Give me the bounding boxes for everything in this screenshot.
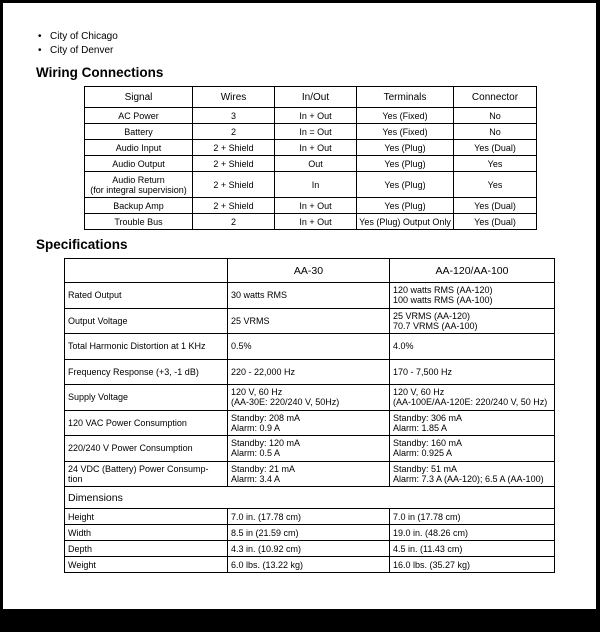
table-cell: 2 + Shield — [193, 198, 275, 214]
column-header: AA-120/AA-100 — [390, 259, 555, 283]
table-cell: 170 - 7,500 Hz — [390, 359, 555, 385]
table-row — [65, 525, 555, 541]
table-cell: 2 — [193, 124, 275, 140]
table-cell: Yes — [454, 172, 537, 198]
table-row — [65, 436, 555, 462]
table-cell: 7.0 in (17.78 cm) — [390, 509, 555, 525]
table-row — [65, 334, 555, 360]
list-item: • City of Chicago — [38, 30, 118, 44]
column-header: Wires — [193, 87, 275, 108]
table-cell: 0.5% — [228, 334, 390, 360]
table-header-row — [65, 259, 555, 283]
table-cell: Depth — [65, 541, 228, 557]
dimensions-label: Dimensions — [65, 487, 555, 509]
specs-table — [64, 258, 555, 573]
table-cell: Audio Output — [85, 156, 193, 172]
column-header: Signal — [85, 87, 193, 108]
table-cell: Yes (Fixed) — [357, 108, 454, 124]
table-cell: 7.0 in. (17.78 cm) — [228, 509, 390, 525]
table-row — [85, 140, 537, 156]
table-cell: 4.3 in. (10.92 cm) — [228, 541, 390, 557]
wiring-heading: Wiring Connections — [36, 65, 164, 80]
table-cell: 220/240 V Power Consumption — [65, 436, 228, 462]
table-row — [85, 198, 537, 214]
wiring-table — [84, 86, 537, 230]
table-cell: Standby: 21 mA Alarm: 3.4 A — [228, 461, 390, 487]
table-cell: Standby: 208 mA Alarm: 0.9 A — [228, 410, 390, 436]
column-header: AA-30 — [228, 259, 390, 283]
table-row — [85, 156, 537, 172]
table-cell: 3 — [193, 108, 275, 124]
table-row — [85, 108, 537, 124]
table-cell: Supply Voltage — [65, 385, 228, 411]
table-cell: Trouble Bus — [85, 214, 193, 230]
table-cell: In + Out — [275, 198, 357, 214]
table-row — [65, 541, 555, 557]
table-cell: Backup Amp — [85, 198, 193, 214]
table-cell: 120 watts RMS (AA-120) 100 watts RMS (AA-100) — [390, 283, 555, 309]
table-cell: 120 V, 60 Hz (AA-100E/AA-120E: 220/240 V, 50 Hz) — [390, 385, 555, 411]
table-cell: Standby: 51 mA Alarm: 7.3 A (AA-120); 6.5 A (AA-100) — [390, 461, 555, 487]
table-cell: Yes (Plug) Output Only — [357, 214, 454, 230]
table-cell: 30 watts RMS — [228, 283, 390, 309]
table-cell: 2 + Shield — [193, 140, 275, 156]
table-row — [65, 359, 555, 385]
table-row — [65, 385, 555, 411]
watermark: [705x722] http://upic.me/ — [428, 594, 592, 606]
table-cell: 4.0% — [390, 334, 555, 360]
table-cell: 220 - 22,000 Hz — [228, 359, 390, 385]
table-cell: 25 VRMS — [228, 308, 390, 334]
table-cell: In + Out — [275, 214, 357, 230]
table-cell: Audio Return (for integral supervision) — [85, 172, 193, 198]
table-row — [65, 509, 555, 525]
table-cell: In — [275, 172, 357, 198]
list-item: • City of Denver — [38, 44, 118, 58]
table-cell: In + Out — [275, 108, 357, 124]
table-cell: 2 — [193, 214, 275, 230]
table-row — [65, 557, 555, 573]
table-cell: Output Voltage — [65, 308, 228, 334]
table-cell: Yes — [454, 156, 537, 172]
document-page — [3, 3, 596, 609]
table-header-row — [85, 87, 537, 108]
table-cell: Yes (Fixed) — [357, 124, 454, 140]
table-row — [65, 283, 555, 309]
table-cell: 4.5 in. (11.43 cm) — [390, 541, 555, 557]
table-cell: Yes (Plug) — [357, 140, 454, 156]
column-header — [65, 259, 228, 283]
table-cell: Rated Output — [65, 283, 228, 309]
table-cell: Standby: 306 mA Alarm: 1.85 A — [390, 410, 555, 436]
specs-heading: Specifications — [36, 237, 128, 252]
table-cell: In + Out — [275, 140, 357, 156]
city-list — [38, 30, 118, 57]
table-cell: 2 + Shield — [193, 156, 275, 172]
table-cell: Yes (Plug) — [357, 156, 454, 172]
table-cell: Standby: 160 mA Alarm: 0.925 A — [390, 436, 555, 462]
table-cell: 24 VDC (Battery) Power Consump- tion — [65, 461, 228, 487]
table-cell: Audio Input — [85, 140, 193, 156]
column-header: In/Out — [275, 87, 357, 108]
table-cell: 120 V, 60 Hz (AA-30E: 220/240 V, 50Hz) — [228, 385, 390, 411]
table-cell: Yes (Dual) — [454, 140, 537, 156]
table-cell: Yes (Dual) — [454, 198, 537, 214]
table-cell: 120 VAC Power Consumption — [65, 410, 228, 436]
table-row — [65, 308, 555, 334]
table-cell: Frequency Response (+3, -1 dB) — [65, 359, 228, 385]
table-cell: No — [454, 124, 537, 140]
table-cell: No — [454, 108, 537, 124]
table-cell: 25 VRMS (AA-120) 70.7 VRMS (AA-100) — [390, 308, 555, 334]
table-cell: Yes (Plug) — [357, 172, 454, 198]
table-cell: Height — [65, 509, 228, 525]
table-cell: 6.0 lbs. (13.22 kg) — [228, 557, 390, 573]
dimensions-row — [65, 487, 555, 509]
table-cell: Weight — [65, 557, 228, 573]
table-cell: 2 + Shield — [193, 172, 275, 198]
table-cell: 8.5 in (21.59 cm) — [228, 525, 390, 541]
table-row — [65, 461, 555, 487]
table-row — [85, 214, 537, 230]
table-cell: Yes (Dual) — [454, 214, 537, 230]
table-cell: Total Harmonic Distortion at 1 KHz — [65, 334, 228, 360]
column-header: Connector — [454, 87, 537, 108]
table-row — [65, 410, 555, 436]
table-cell: Standby: 120 mA Alarm: 0.5 A — [228, 436, 390, 462]
table-cell: 16.0 lbs. (35.27 kg) — [390, 557, 555, 573]
table-cell: Width — [65, 525, 228, 541]
table-cell: Out — [275, 156, 357, 172]
table-cell: In = Out — [275, 124, 357, 140]
column-header: Terminals — [357, 87, 454, 108]
table-row — [85, 124, 537, 140]
table-row — [85, 172, 537, 198]
table-cell: 19.0 in. (48.26 cm) — [390, 525, 555, 541]
table-cell: AC Power — [85, 108, 193, 124]
table-cell: Yes (Plug) — [357, 198, 454, 214]
table-cell: Battery — [85, 124, 193, 140]
